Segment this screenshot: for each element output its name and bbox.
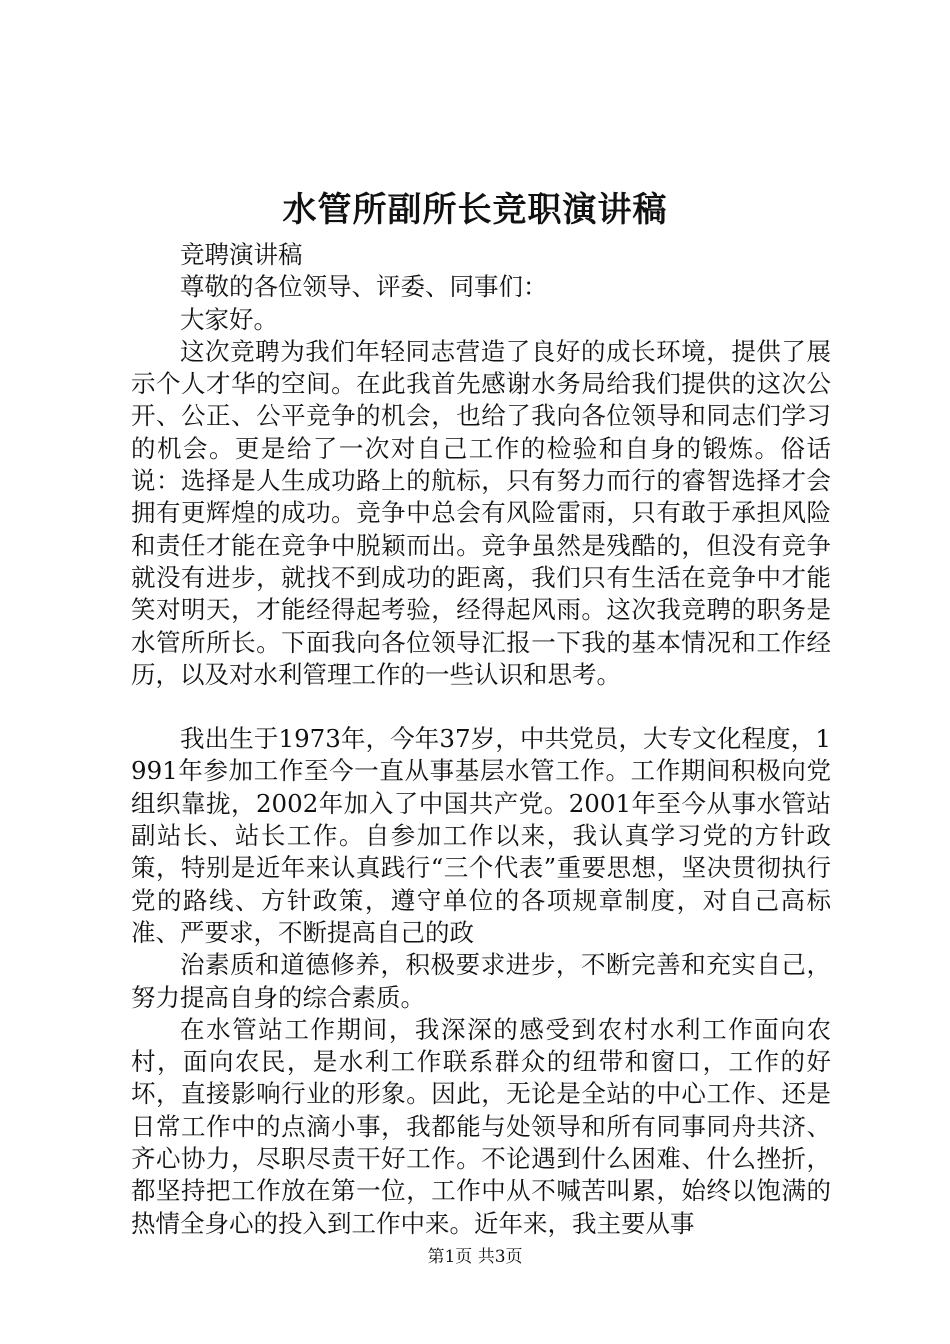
document-title: 水管所副所长竞职演讲稿: [282, 190, 668, 230]
document-body: [131, 239, 831, 1240]
paragraph-background: 我出生于1973年，今年37岁，中共党员，大专文化程度，1991年参加工作至今一直从事基层水管工作。工作期间积极向党组织靠拢，2002年加入了中国共产党。2001年至今从事水管站副站长、站长工作。自参加工作以来，我认真学习党的方针政策，特别是近年来认真践行“三个代表”重要思想，坚决贯彻执行党的路线、方针政策，遵守单位的各项规章制度，对自己高标准、严要求，不断提高自己的政: [131, 724, 831, 947]
paragraph-heading: 竞聘演讲稿: [180, 240, 303, 269]
paragraph-salutation: 尊敬的各位领导、评委、同事们：: [180, 272, 548, 302]
paragraph-work-experience: 在水管站工作期间，我深深的感受到农村水利工作面向农村，面向农民，是水利工作联系群众的纽带和窗口，工作的好坏，直接影响行业的形象。因此，无论是全站的中心工作、还是日常工作中的点滴小事，我都能与处领导和所有同事同舟共济、齐心协力，尽职尽责干好工作。不论遇到什么困难、什么挫折，都坚持把工作放在第一位，工作中从不喊苦叫累，始终以饱满的热情全身心的投入到工作中来。近年来，我主要从事: [131, 1014, 831, 1238]
paragraph-greeting: 大家好。: [180, 304, 278, 334]
page-footer: 第1页 共3页: [427, 1247, 523, 1267]
paragraph-background-continued: 治素质和道德修养，积极要求进步，不断完善和充实自己，努力提高自身的综合素质。: [131, 950, 831, 1012]
paragraph-introduction: 这次竞聘为我们年轻同志营造了良好的成长环境，提供了展示个人才华的空间。在此我首先感谢水务局给我们提供的这次公开、公正、公平竞争的机会，也给了我向各位领导和同志们学习的机会。更是给了一次对自己工作的检验和自身的锻炼。俗话说：选择是人生成功路上的航标，只有努力而行的睿智选择才会拥有更辉煌的成功。竞争中总会有风险雷雨，只有敢于承担风险和责任才能在竞争中脱颖而出。竞争虽然是残酷的，但没有竞争就没有进步，就找不到成功的距离，我们只有生活在竞争中才能笑对明天，才能经得起考验，经得起风雨。这次我竞聘的职务是水管所所长。下面我向各位领导汇报一下我的基本情况和工作经历，以及对水利管理工作的一些认识和思考。: [131, 336, 831, 689]
